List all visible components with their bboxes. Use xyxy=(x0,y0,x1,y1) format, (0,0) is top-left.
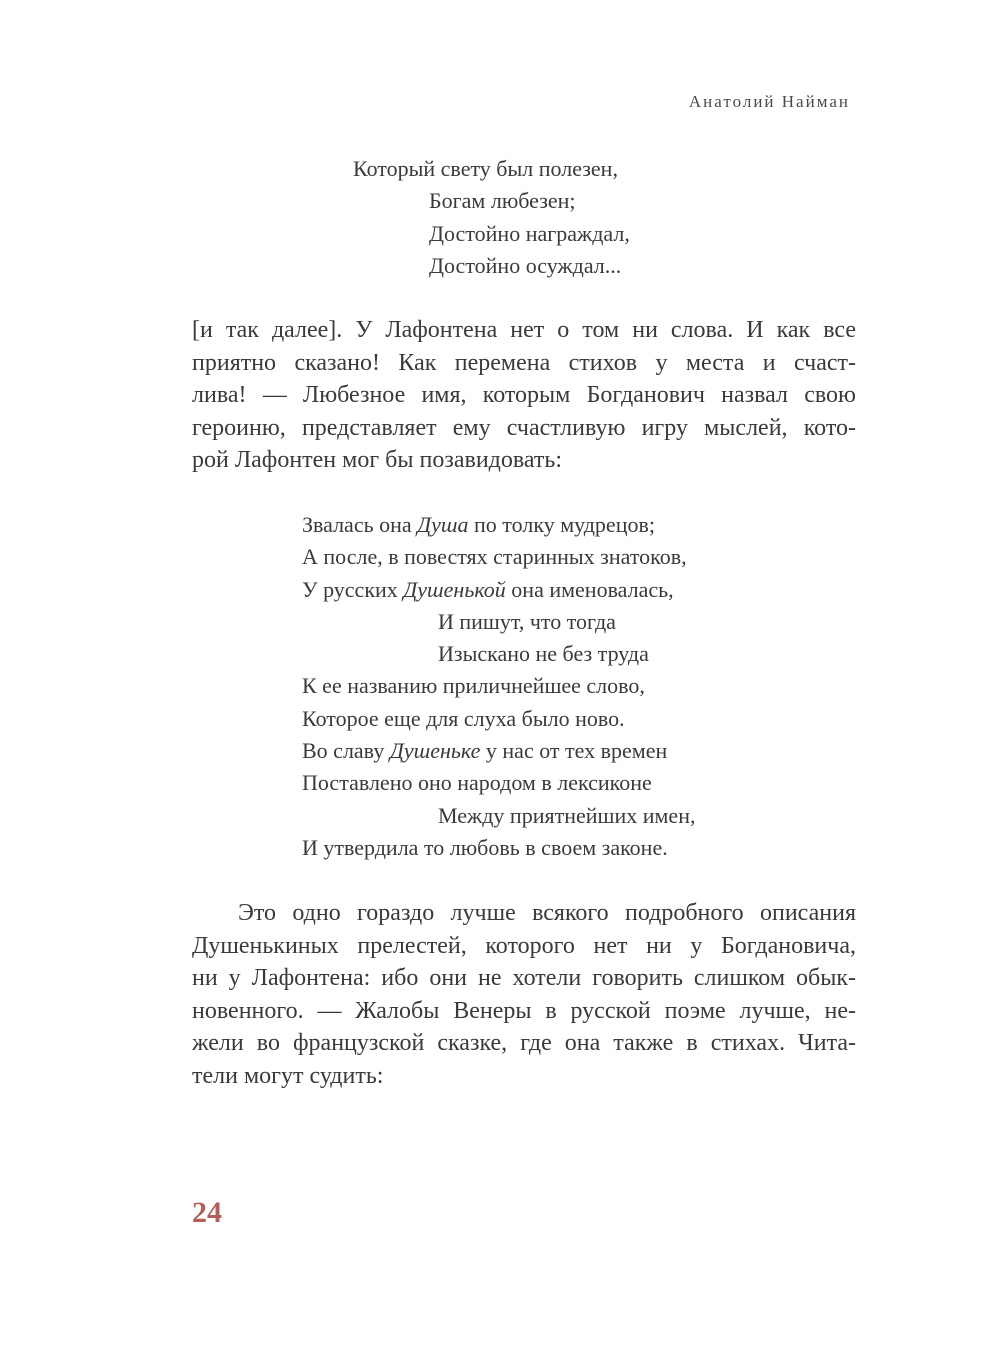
verse-text: у нас от тех времен xyxy=(480,738,668,764)
prose-line: Душенькиных прелестей, которого нет ни у Богдановича, xyxy=(192,932,856,959)
prose-line: приятно сказано! Как перемена стихов у места и счаст- xyxy=(192,349,856,376)
verse-line: И утвердила то любовь в своем законе. xyxy=(302,834,668,860)
verse-text: она именовалась, xyxy=(505,576,674,602)
verse-line: Которое еще для слуха было ново. xyxy=(302,705,625,731)
verse-emphasis: Душенькой xyxy=(403,576,506,602)
prose-line: жели во французской сказке, где она также в стихах. Чита- xyxy=(192,1030,856,1057)
verse-quote-1 xyxy=(353,153,630,282)
verse-line: К ее названию приличнейшее слово, xyxy=(302,673,645,699)
verse-line xyxy=(302,509,695,541)
verse-line: Поставлено оно народом в лексиконе xyxy=(302,770,652,796)
verse-line xyxy=(302,574,695,606)
prose-line: лива! — Любезное имя, которым Богданович назвал свою xyxy=(192,382,856,409)
verse-line: Который свету был полезен, xyxy=(353,156,618,181)
page-number: 24 xyxy=(192,1196,222,1229)
verse-text: Во славу xyxy=(302,738,390,764)
verse-line: Богам любезен; xyxy=(429,188,576,214)
prose-line: новенного. — Жалобы Венеры в русской поэме лучше, не- xyxy=(192,997,856,1024)
verse-emphasis: Душа xyxy=(417,512,469,537)
verse-line: Между приятнейших имен, xyxy=(438,802,696,828)
running-header-author: Анатолий Найман xyxy=(688,92,850,111)
prose-paragraph-2 xyxy=(192,897,856,1093)
verse-quote-2 xyxy=(302,509,695,864)
verse-line: Достойно осуждал... xyxy=(429,252,622,278)
verse-line: И пишут, что тогда xyxy=(438,608,616,634)
verse-emphasis: Душеньке xyxy=(389,738,481,764)
verse-line xyxy=(302,735,695,767)
prose-line: Это одно гораздо лучше всякого подробного описания xyxy=(238,900,856,926)
verse-text: У русских xyxy=(302,576,404,602)
prose-line: рой Лафонтен мог бы позавидовать: xyxy=(192,447,563,474)
verse-line: Достойно награждал, xyxy=(429,220,630,246)
verse-line: Изыскано не без труда xyxy=(438,641,649,667)
prose-line: тели могут судить: xyxy=(192,1062,384,1089)
verse-text: по толку мудрецов; xyxy=(468,512,655,537)
verse-line: А после, в повестях старинных знатоков, xyxy=(302,544,687,570)
prose-line: героиню, представляет ему счастливую игру мыслей, кото- xyxy=(192,414,856,441)
prose-line: ни у Лафонтена: ибо они не хотели говорить слишком обык- xyxy=(192,965,856,992)
verse-text: Звалась она xyxy=(302,512,418,537)
prose-line: [и так далее]. У Лафонтена нет о том ни слова. И как все xyxy=(192,317,856,343)
prose-paragraph-1 xyxy=(192,314,856,477)
